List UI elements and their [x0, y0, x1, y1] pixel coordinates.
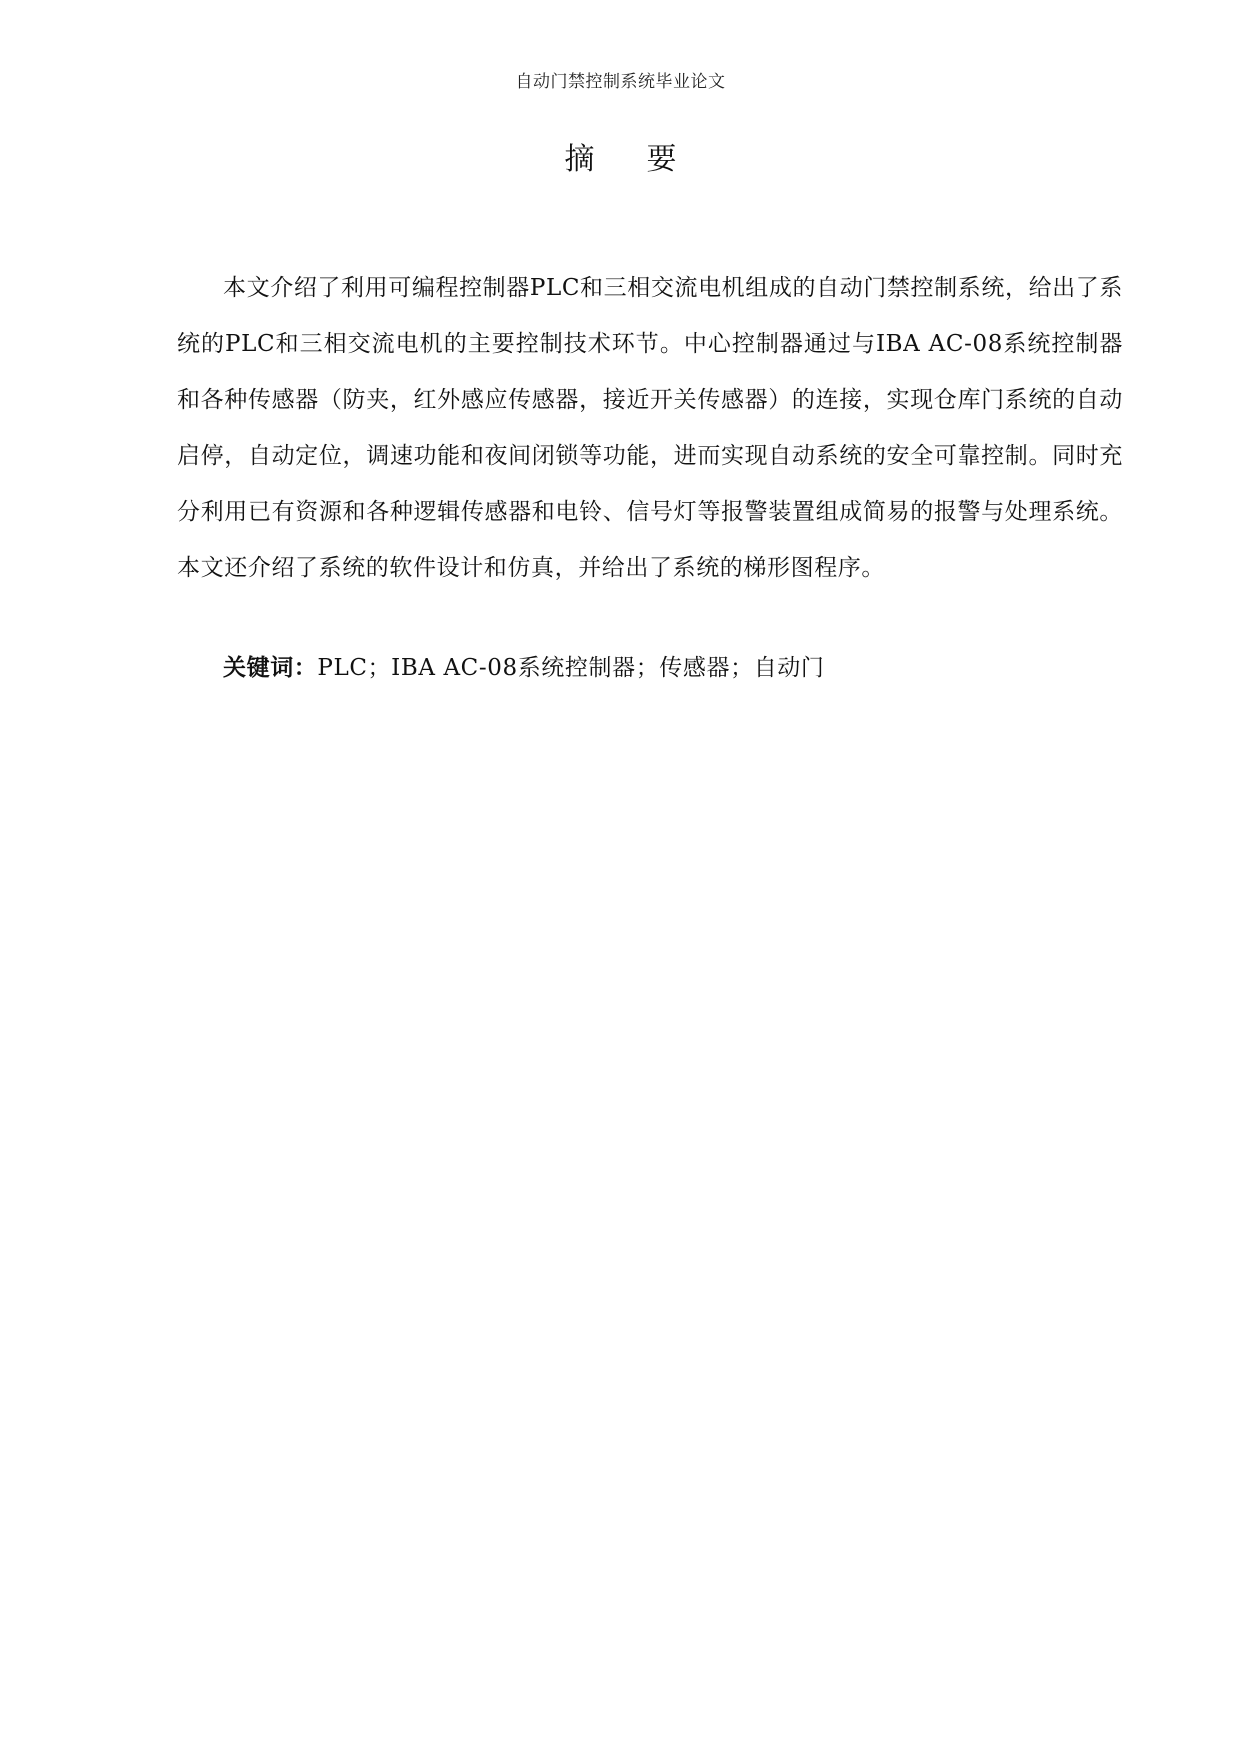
- keywords-label: 关键词：: [223, 655, 318, 681]
- keywords-text: PLC；IBA AC-08系统控制器；传感器；自动门: [317, 655, 825, 681]
- keywords-line: [177, 640, 1123, 696]
- abstract-title: 摘要: [564, 142, 729, 177]
- abstract-paragraph: 本文介绍了利用可编程控制器PLC和三相交流电机组成的自动门禁控制系统，给出了系统的PLC和三相交流电机的主要控制技术环节。中心控制器通过与IBA AC-08系统控制器和各种传感器（防夹，红外感应传感器，接近开关传感器）的连接，实现仓库门系统的自动启停，自动定位，调速功能和夜间闭锁等功能，进而实现自动系统的安全可靠控制。同时充分利用已有资源和各种逻辑传感器和电铃、信号灯等报警装置组成简易的报警与处理系统。本文还介绍了系统的软件设计和仿真，并给出了系统的梯形图程序。: [177, 275, 1123, 581]
- running-header: 自动门禁控制系统毕业论文: [515, 72, 726, 92]
